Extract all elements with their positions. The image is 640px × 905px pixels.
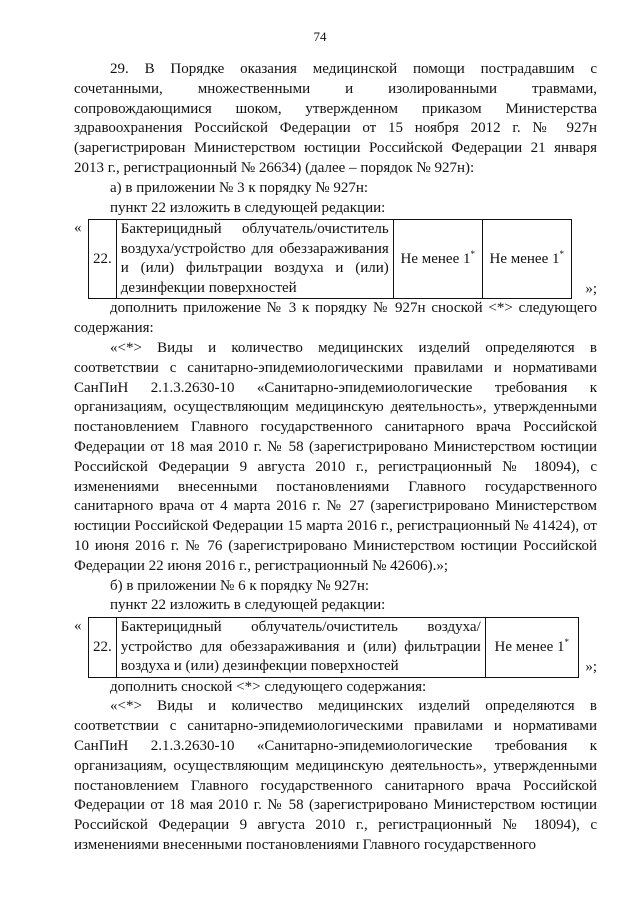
table-2-num: 22. xyxy=(89,618,117,678)
table-1-val1 xyxy=(393,220,482,299)
page-number: 74 xyxy=(313,29,327,44)
table-2-val1-sup: * xyxy=(564,636,569,647)
table-1-val2 xyxy=(482,220,571,299)
table-1-val2-sup: * xyxy=(559,248,564,259)
item-a-point: пункт 22 изложить в следующей редакции: xyxy=(110,199,386,216)
table-1-open-quote: « xyxy=(74,220,82,237)
table-2-desc: Бактерицидный облучатель/очиститель воздуха/устройство для обеззараживания и (или) фильтрации воздуха и (или) дезинфекции поверхностей xyxy=(116,618,485,678)
table-1-wrapper xyxy=(74,219,597,299)
table-1-num: 22. xyxy=(89,220,117,299)
footnote-1: «<*> Виды и количество медицинских изделий определяются в соответствии с санитарно-эпидемиологическими правилами и нормативами СанПиН 2.1.3.2630-10 «Санитарно-эпидемиологические требования к организациям, осуществляющим медицинскую деятельность», утвержденными постановлением Главного государственного санитарного врача Российской Федерации от 18 мая 2010 г. № 58 (зарегистрировано Министерством юстиции Российской Федерации 9 августа 2010 г., регистрационный № 18094), с изменениями внесенными постановлениями Главного государственного санитарного врача от 4 марта 2016 г. № 27 (зарегистрировано Министерством юстиции Российской Федерации 15 марта 2016 г., регистрационный № 41424), от 10 июня 2016 г. № 76 (зарегистрировано Министерством юстиции Российской Федерации 22 июня 2016 г., регистрационный № 42606).»; xyxy=(74,339,597,574)
table-1-val1-sup: * xyxy=(470,248,475,259)
footnote-2: «<*> Виды и количество медицинских изделий определяются в соответствии с санитарно-эпидемиологическими правилами и нормативами СанПиН 2.1.3.2630-10 «Санитарно-эпидемиологические требования к организациям, осуществляющим медицинскую деятельность», утвержденными постановлением Главного государственного санитарного врача Российской Федерации от 18 мая 2010 г. № 58 (зарегистрировано Министерством юстиции Российской Федерации 9 августа 2010 г., регистрационный № 18094), с изменениями внесенными постановлениями Главного государственного xyxy=(74,698,597,853)
addition-a: дополнить приложение № 3 к порядку № 927н сноской <*> следующего содержания: xyxy=(74,300,597,337)
table-2-val1 xyxy=(485,618,578,678)
table-2-open-quote: « xyxy=(74,618,82,635)
table-1 xyxy=(88,219,572,299)
table-2-val1-text: Не менее 1 xyxy=(494,638,565,655)
paragraph-29: 29. В Порядке оказания медицинской помощи пострадавшим с сочетанными, множественными и изолированными травмами, сопровождающимися шоком, утвержденном приказом Министерства здравоохранения Российской Федерации от 15 ноября 2012 г. № 927н (зарегистрирован Министерством юстиции Российской Федерации 21 января 2013 г., регистрационный № 26634) (далее – порядок № 927н): xyxy=(74,61,597,176)
addition-b: дополнить сноской <*> следующего содержания: xyxy=(110,678,427,695)
table-2 xyxy=(88,617,579,678)
table-2-tail: »; xyxy=(585,658,597,675)
item-b-point: пункт 22 изложить в следующей редакции: xyxy=(110,597,386,614)
table-1-desc: Бактерицидный облучатель/очиститель воздуха/устройство для обеззараживания и (или) фильтрации воздуха и (или) дезинфекции поверхностей xyxy=(116,220,393,299)
table-1-tail: »; xyxy=(585,280,597,297)
table-row xyxy=(89,220,572,299)
table-row xyxy=(89,618,579,678)
document-body xyxy=(74,60,597,856)
item-a: а) в приложении № 3 к порядку № 927н: xyxy=(110,179,369,196)
item-b: б) в приложении № 6 к порядку № 927н: xyxy=(110,577,370,594)
table-1-val2-text: Не менее 1 xyxy=(489,250,560,267)
table-2-wrapper xyxy=(74,617,597,678)
table-1-val1-text: Не менее 1 xyxy=(400,250,471,267)
